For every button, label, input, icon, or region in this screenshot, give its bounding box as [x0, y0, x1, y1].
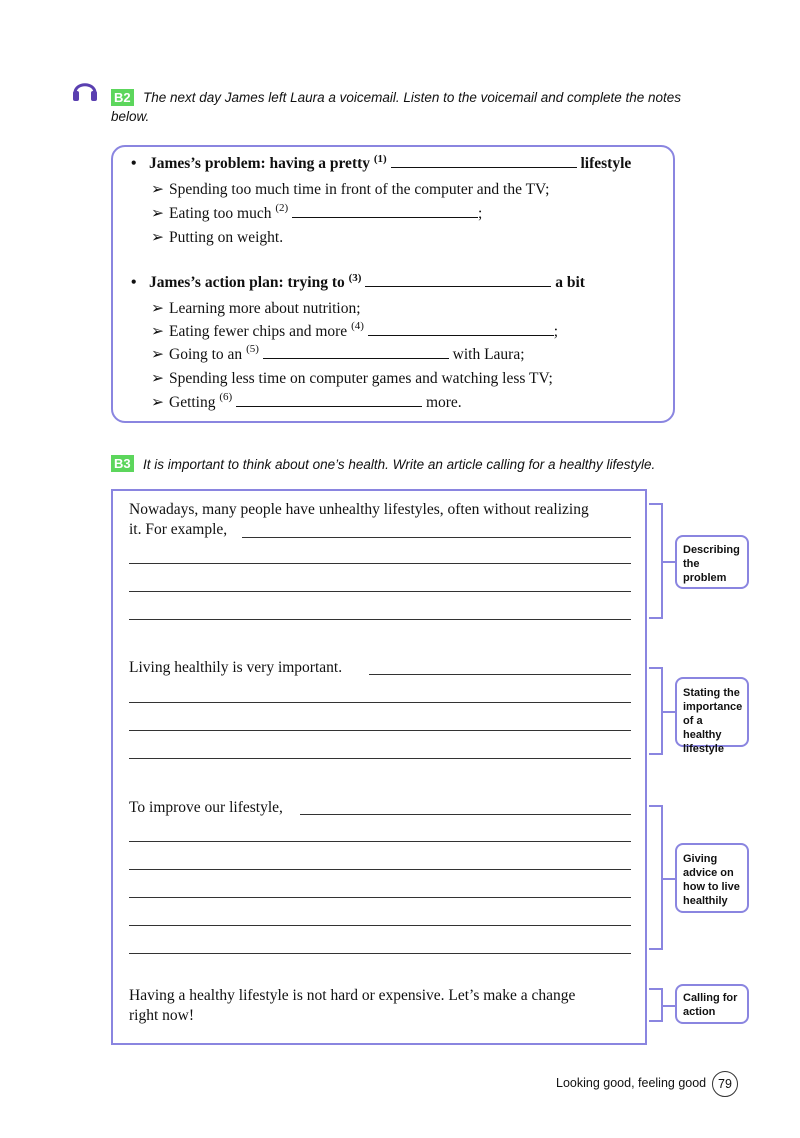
article-writing-box: [111, 489, 647, 1045]
blank-2[interactable]: [292, 205, 478, 218]
article-para1-line2: it. For example,: [129, 521, 228, 538]
blank-6[interactable]: [236, 394, 422, 407]
bracket-connector: [661, 1005, 675, 1007]
bracket-connector: [661, 711, 675, 713]
article-para4-line1: Having a healthy lifestyle is not hard or expensive. Let’s make a change: [129, 987, 576, 1004]
exercise-tag-b3: B3: [111, 455, 134, 472]
b2-instruction-line2: below.: [111, 109, 150, 124]
article-para3: To improve our lifestyle,: [129, 799, 283, 816]
label-calling-for-action: Calling for action: [675, 984, 749, 1024]
writing-line[interactable]: [129, 897, 631, 898]
plan-item-2: ➢ Eating fewer chips and more $^{(4)}$ ;: [151, 320, 559, 340]
writing-line[interactable]: [242, 537, 631, 538]
footer-title: Looking good, feeling good: [556, 1076, 707, 1090]
plan-heading: • James’s action plan: trying to $^{(3)}$ a bit: [131, 272, 585, 291]
blank-1[interactable]: [391, 155, 577, 168]
problem-item-1: ➢ Spending too much time in front of the computer and the TV;: [151, 181, 550, 198]
plan-item-5: ➢ Getting $^{(6)}$ more.: [151, 391, 462, 411]
writing-line[interactable]: [129, 953, 631, 954]
label-giving-advice: Giving advice on how to live healthily: [675, 843, 749, 913]
writing-line[interactable]: [129, 730, 631, 731]
bracket-connector: [661, 561, 675, 563]
exercise-tag-b2: B2: [111, 89, 134, 106]
writing-line[interactable]: [369, 674, 631, 675]
writing-line[interactable]: [129, 702, 631, 703]
writing-line[interactable]: [129, 841, 631, 842]
problem-item-3: ➢ Putting on weight.: [151, 229, 284, 246]
blank-3[interactable]: [365, 274, 551, 287]
writing-line[interactable]: [129, 758, 631, 759]
article-para2: Living healthily is very important.: [129, 659, 343, 676]
headphones-icon: [71, 76, 99, 104]
writing-line[interactable]: [129, 591, 631, 592]
problem-item-2: ➢ Eating too much $^{(2)}$ ;: [151, 202, 483, 222]
writing-line[interactable]: [129, 925, 631, 926]
writing-line[interactable]: [300, 814, 631, 815]
article-para1-line1: Nowadays, many people have unhealthy lifestyles, often without realizing: [129, 501, 589, 518]
plan-item-1: ➢ Learning more about nutrition;: [151, 300, 361, 317]
article-para4-line2: right now!: [129, 1007, 195, 1024]
writing-line[interactable]: [129, 619, 631, 620]
b3-instruction: It is important to think about one’s health. Write an article calling for a healthy lifestyle.: [143, 457, 656, 472]
plan-item-4: ➢ Spending less time on computer games and watching less TV;: [151, 370, 553, 387]
page-number: 79: [712, 1071, 738, 1097]
b2-instruction-line1: The next day James left Laura a voicemail. Listen to the voicemail and complete the notes: [143, 90, 682, 105]
blank-5[interactable]: [263, 346, 449, 359]
bracket-connector: [661, 878, 675, 880]
writing-line[interactable]: [129, 869, 631, 870]
writing-line[interactable]: [129, 563, 631, 564]
plan-item-3: ➢ Going to an $^{(5)}$ with Laura;: [151, 343, 525, 363]
blank-4[interactable]: [368, 323, 554, 336]
problem-heading: • James’s problem: having a pretty $^{(1)}$ lifestyle: [131, 153, 632, 172]
label-describing-the-problem: Describing the problem: [675, 535, 749, 589]
label-stating-the-importance: Stating the importance of a healthy lifestyle: [675, 677, 749, 747]
